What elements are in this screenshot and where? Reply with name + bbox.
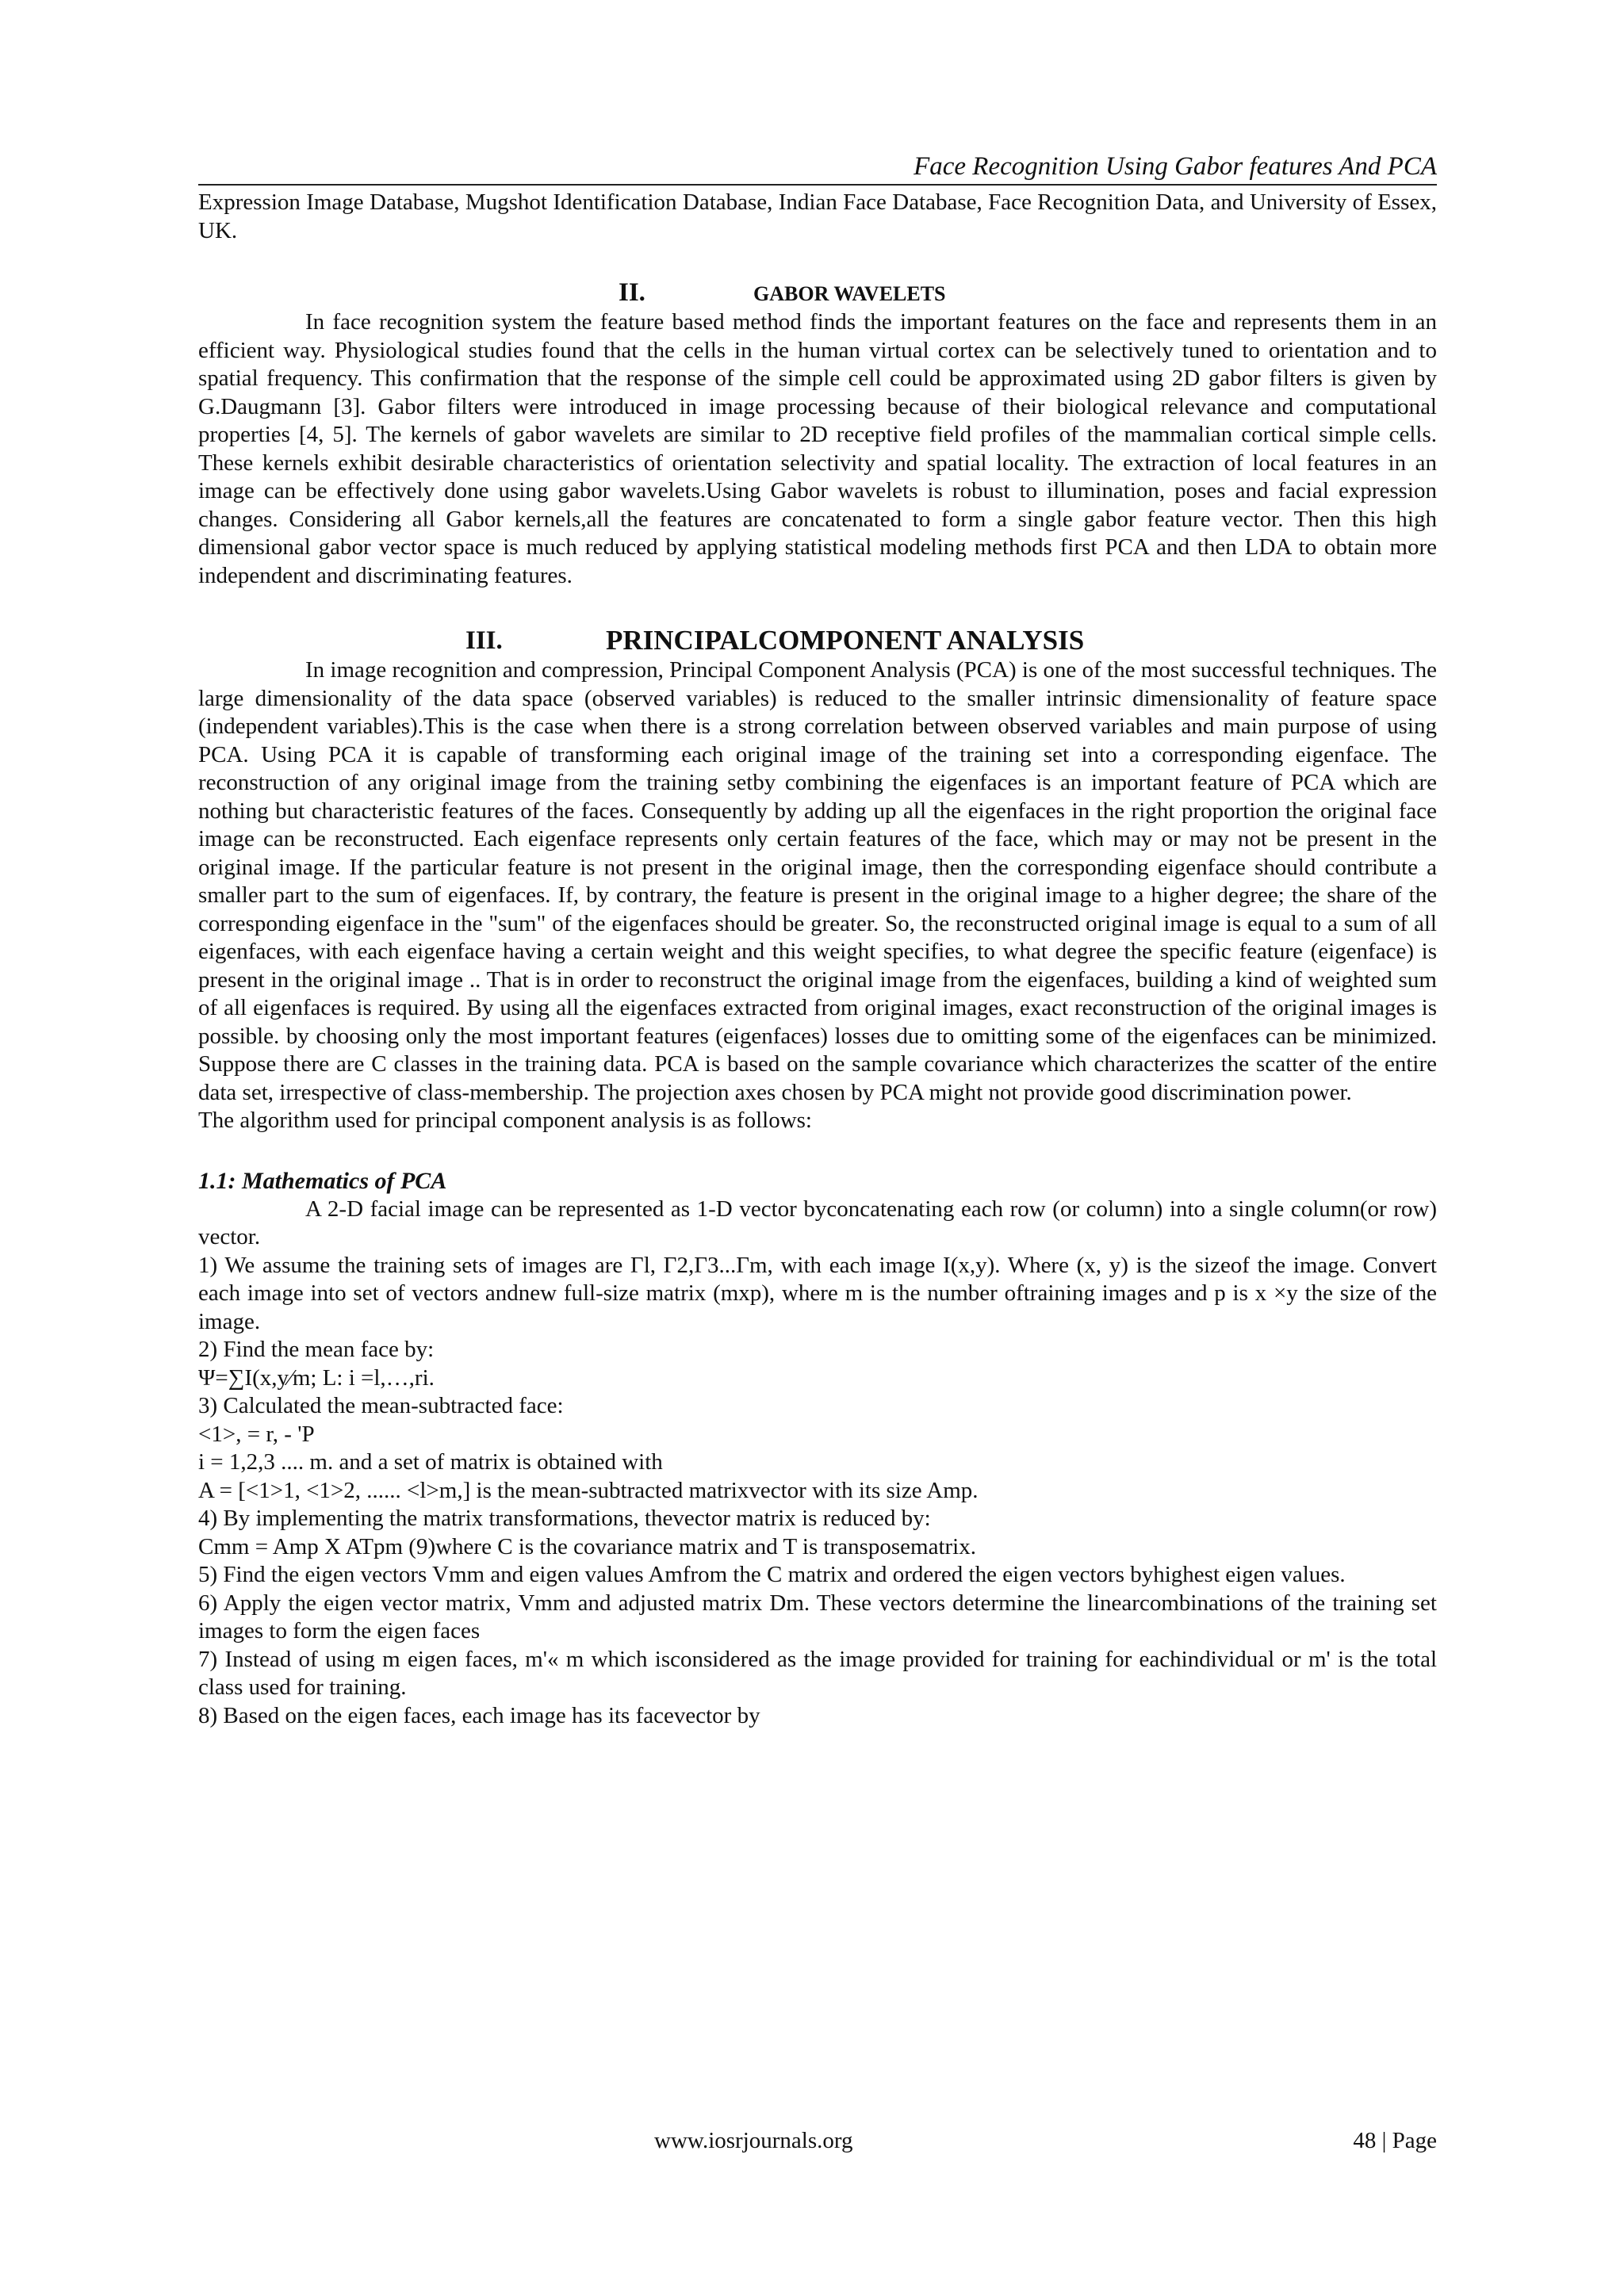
step-line: i = 1,2,3 .... m. and a set of matrix is obtained with (198, 1449, 663, 1475)
section-3-number: III. (465, 626, 503, 655)
footer-url[interactable]: www.iosrjournals.org (654, 2128, 853, 2153)
step-line: 5) Find the eigen vectors Vmm and eigen values Amfrom the C matrix and ordered the eigen vectors byhighest eigen values. (198, 1562, 1346, 1587)
section-3-paragraph: In image recognition and compression, Principal Component Analysis (PCA) is one of the most successful techniques. The large dimensionality of the data space (observed variables) is reduced to the smaller intrinsic dimensionality of feature space (independent variables).This is the case when there is a strong correlation between observed variables and main purpose of using PCA. Using PCA it is capable of transforming each original image of the training set into a corresponding eigenface. The reconstruction of any original image from the training setby combining the eigenfaces is an important feature of PCA which are nothing but characteristic features of the faces. Consequently by adding up all the eigenfaces in the right proportion the original face image can be reconstructed. Each eigenface represents only certain features of the face, which may or may not be present in the original image. If the particular feature is not present in the original image, then the corresponding eigenface should contribute a smaller part to the sum of eigenfaces. If, by contrary, the feature is present in the original image to a higher degree; the share of the corresponding eigenface in the "sum" of the eigenfaces should be greater. So, the reconstructed original image is equal to a sum of all eigenfaces, with each eigenface having a certain weight and this weight specifies, to what degree the specific feature (eigenface) is present in the original image .. That is in order to reconstruct the original image from the eigenfaces, building a kind of weighted sum of all eigenfaces is required. By using all the eigenfaces extracted from original images, exact reconstruction of the original images is possible. by choosing only the most important features (eigenfaces) losses due to omitting some of the eigenfaces can be minimized. Suppose there are C classes in the training data. PCA is based on the sample covariance which characterizes the scatter of the entire data set, irrespective of class-membership. The projection axes chosen by PCA might not provide good discrimination power. (198, 657, 1437, 1105)
running-title: Face Recognition Using Gabor features And PCA (198, 151, 1437, 186)
section-2-title: GABOR WAVELETS (753, 282, 946, 305)
subsection-title: 1.1: Mathematics of PCA (198, 1167, 447, 1194)
section-3-title: PRINCIPALCOMPONENT ANALYSIS (606, 625, 1085, 656)
section-2-heading (198, 277, 1437, 308)
step-line: 4) By implementing the matrix transformations, thevector matrix is reduced by: (198, 1506, 931, 1531)
step-line: A = [<1>1, <1>2, ...... <l>m,] is the mean-subtracted matrixvector with its size Amp. (198, 1477, 979, 1503)
subsection-intro: A 2-D facial image can be represented as 1-D vector byconcatenating each row (or column) into a single column(or row) vector. (198, 1196, 1437, 1249)
step-line: 3) Calculated the mean-subtracted face: (198, 1393, 564, 1418)
section-2-number: II. (619, 278, 645, 307)
step-line: 8) Based on the eigen faces, each image has its facevector by (198, 1702, 760, 1728)
section-3-heading (198, 625, 1437, 656)
step-line: 1) We assume the training sets of images are Γl, Γ2,Γ3...Γm, with each image I(x,y). Where (x, y) is the sizeof the image. Convert each image into set of vectors andnew full-size matrix (mxp), where m is the number oftraining images and p is x ×y the size of the image. (198, 1252, 1437, 1334)
step-line: 2) Find the mean face by: (198, 1337, 435, 1362)
algorithm-intro: The algorithm used for principal component analysis is as follows: (198, 1108, 812, 1133)
page-footer (198, 2125, 1437, 2156)
step-line: <1>, = r, - 'P (198, 1421, 315, 1447)
section-2-paragraph: In face recognition system the feature based method finds the important features on the face and represents them in an efficient way. Physiological studies found that the cells in the human virtual cortex can be selectively tuned to orientation and to spatial frequency. This confirmation that the response of the simple cell could be approximated using 2D gabor filters is given by G.Daugmann [3]. Gabor filters were introduced in image processing because of their biological relevance and computational properties [4, 5]. The kernels of gabor wavelets are similar to 2D receptive field profiles of the mammalian cortical simple cells. These kernels exhibit desirable characteristics of orientation selectivity and spatial locality. The extraction of local features in an image can be effectively done using gabor wavelets.Using Gabor wavelets is robust to illumination, poses and facial expression changes. Considering all Gabor kernels,all the features are concatenated to form a single gabor feature vector. Then this high dimensional gabor vector space is much reduced by applying statistical modeling methods first PCA and then LDA to obtain more independent and discriminating features. (198, 309, 1437, 588)
intro-continuation: Expression Image Database, Mugshot Identification Database, Indian Face Database, Face Recognition Data, and University of Essex, UK. (198, 189, 1437, 243)
step-line: 7) Instead of using m eigen faces, m'« m which isconsidered as the image provided for training for eachindividual or m' is the total class used for training. (198, 1646, 1437, 1700)
step-line: 6) Apply the eigen vector matrix, Vmm and adjusted matrix Dm. These vectors determine the linearcombinations of the training set images to form the eigen faces (198, 1590, 1437, 1644)
step-line: Ψ=∑I(x,y⁄m; L: i =l,…,ri. (198, 1364, 435, 1391)
page-body (198, 151, 1437, 1730)
step-line: Cmm = Amp X ATpm (9)where C is the covariance matrix and T is transposematrix. (198, 1533, 976, 1559)
page-number: 48 | Page (1353, 2128, 1437, 2153)
